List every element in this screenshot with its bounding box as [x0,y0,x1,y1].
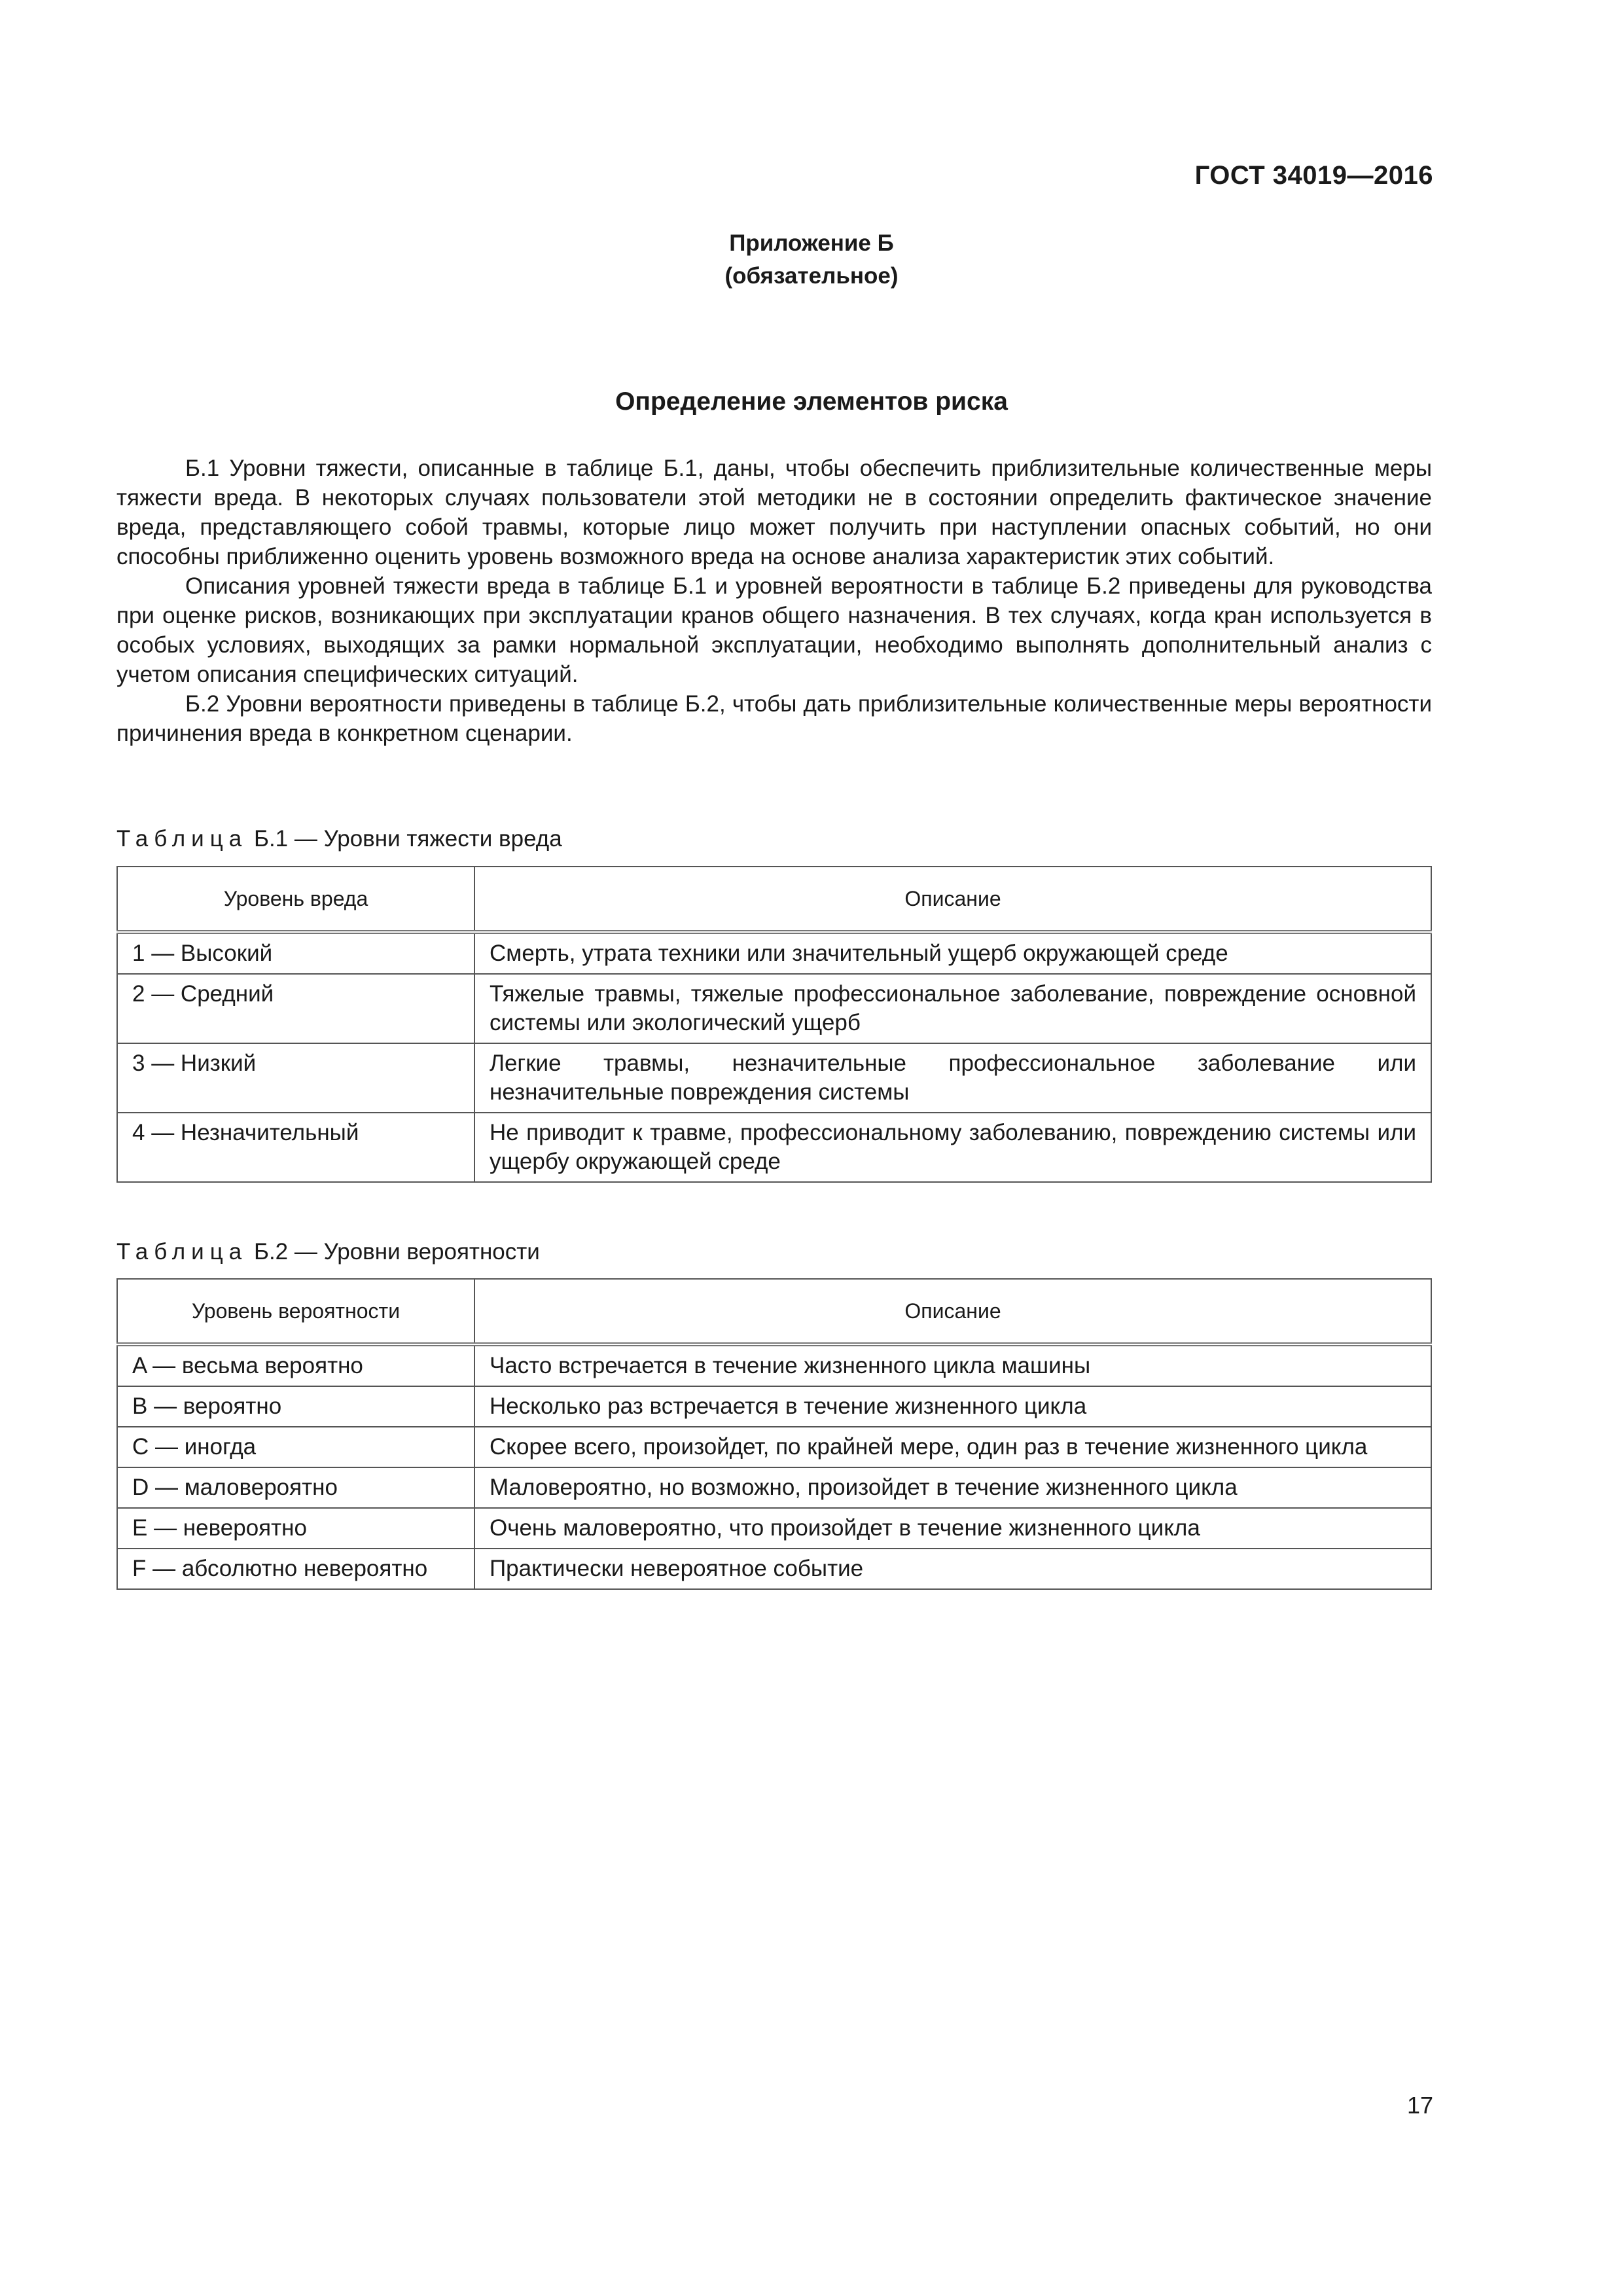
table-row [117,974,1431,1043]
paragraph-descriptions: Описания уровней тяжести вреда в таблице Б.1 и уровней вероятности в таблице Б.2 приведены для руководства при оценке рисков, возникающих при эксплуатации кранов общего назначения. В тех случаях, когда кран используется в особых условиях, выходящих за рамки нормальной эксплуатации, необходимо выполнять дополнительный анализ с учетом описания специфических ситуаций. [116,573,1432,687]
probability-level-cell: E — невероятно [117,1508,474,1549]
table-row [117,932,1431,974]
table2-caption [116,1239,540,1265]
table-header-row [117,1279,1431,1344]
table-row [117,1467,1431,1508]
probability-level-cell: C — иногда [117,1427,474,1467]
probability-table [116,1278,1432,1590]
paragraph-b1: Б.1 Уровни тяжести, описанные в таблице Б.1, даны, чтобы обеспечить приблизительные количественные меры тяжести вреда. В некоторых случаях пользователи этой методики не в состоянии определить фактическое значение вреда, представляющего собой травмы, которые лицо может получить при наступлении опасных событий, но они способны приближенно оценить уровень возможного вреда на основе анализа характеристик этих событий. [116,456,1432,569]
probability-description-cell: Несколько раз встречается в течение жизненного цикла [474,1386,1431,1427]
severity-table [116,866,1432,1183]
table2-caption-prefix: Таблица [116,1239,248,1265]
table-row [117,1386,1431,1427]
table1-caption [116,826,562,852]
body-text [116,454,1432,748]
table-row [117,1043,1431,1113]
table-row [117,1549,1431,1589]
severity-level-cell: 1 — Высокий [117,932,474,974]
annex-status: (обязательное) [724,263,899,289]
severity-description-cell: Смерть, утрата техники или значительный ущерб окружающей среде [474,932,1431,974]
severity-description-cell: Легкие травмы, незначительные профессиональное заболевание или незначительные повреждения системы [474,1043,1431,1113]
column-header-level: Уровень вероятности [117,1279,474,1344]
severity-level-cell: 4 — Незначительный [117,1113,474,1182]
probability-description-cell: Практически невероятное событие [474,1549,1431,1589]
column-header-description: Описание [474,1279,1431,1344]
column-header-description: Описание [474,867,1431,932]
probability-level-cell: A — весьма вероятно [117,1344,474,1386]
table-header-row [117,867,1431,932]
table-row [117,1113,1431,1182]
table1-caption-prefix: Таблица [116,826,248,852]
severity-level-cell: 3 — Низкий [117,1043,474,1113]
severity-description-cell: Не приводит к травме, профессиональному заболеванию, повреждению системы или ущербу окружающей среде [474,1113,1431,1182]
probability-level-cell: D — маловероятно [117,1467,474,1508]
column-header-level: Уровень вреда [117,867,474,932]
probability-description-cell: Часто встречается в течение жизненного цикла машины [474,1344,1431,1386]
table2-caption-title: Б.2 — Уровни вероятности [253,1239,540,1265]
table-row [117,1508,1431,1549]
severity-level-cell: 2 — Средний [117,974,474,1043]
page-number: 17 [1406,2092,1433,2119]
annex-title: Приложение Б [729,230,894,256]
probability-level-cell: F — абсолютно невероятно [117,1549,474,1589]
severity-description-cell: Тяжелые травмы, тяжелые профессиональное заболевание, повреждение основной системы или экологический ущерб [474,974,1431,1043]
document-code: ГОСТ 34019—2016 [1194,161,1433,190]
table-row [117,1344,1431,1386]
probability-level-cell: B — вероятно [117,1386,474,1427]
table-row [117,1427,1431,1467]
table1-caption-title: Б.1 — Уровни тяжести вреда [253,826,562,852]
probability-description-cell: Очень маловероятно, что произойдет в течение жизненного цикла [474,1508,1431,1549]
probability-description-cell: Скорее всего, произойдет, по крайней мере, один раз в течение жизненного цикла [474,1427,1431,1467]
paragraph-b2: Б.2 Уровни вероятности приведены в таблице Б.2, чтобы дать приблизительные количественные меры вероятности причинения вреда в конкретном сценарии. [116,691,1432,746]
section-title: Определение элементов риска [615,387,1008,416]
probability-description-cell: Маловероятно, но возможно, произойдет в течение жизненного цикла [474,1467,1431,1508]
